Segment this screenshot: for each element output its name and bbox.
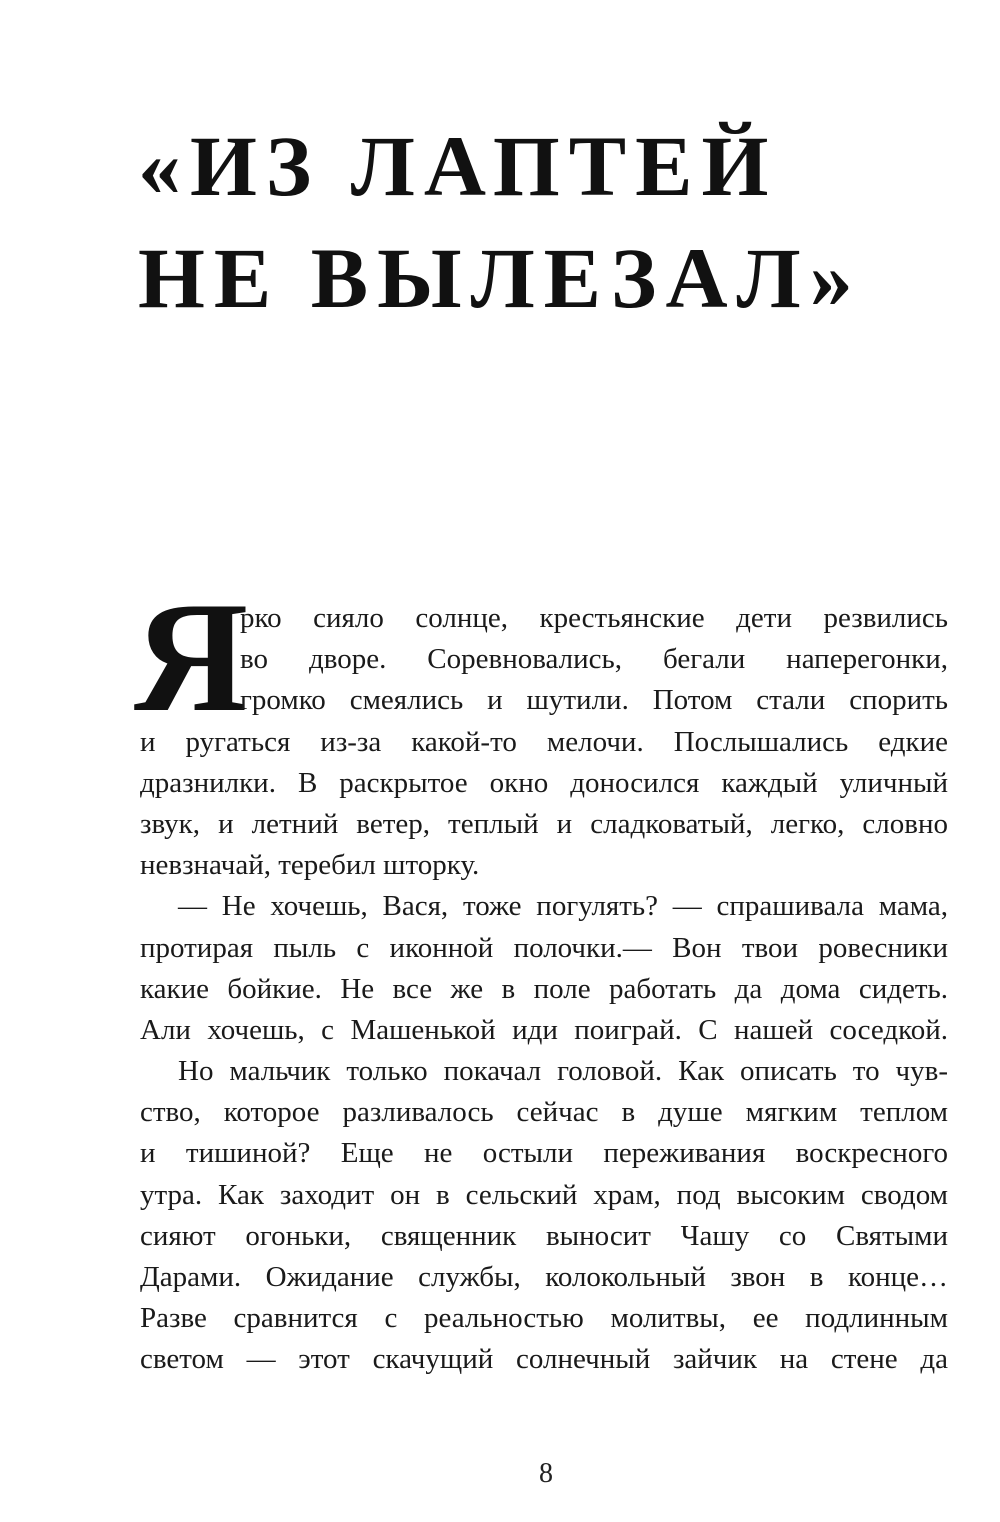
text-line: Разве сравнится с реальностью молитвы, ее подлинным	[140, 1302, 948, 1335]
text-line: ство, которое разливалось сейчас в душе мягким теплом	[140, 1096, 948, 1129]
page-number: 8	[539, 1458, 553, 1489]
text-line: светом — этот скачущий солнечный зайчик на стене да	[140, 1343, 948, 1376]
text-line: утра. Как заходит он в сельский храм, под высоким сводом	[140, 1178, 948, 1211]
text-line: невзначай, теребил шторку.	[140, 849, 480, 882]
text-line: и тишиной? Еще не остыли переживания воскресного	[140, 1137, 948, 1170]
text-line: какие бойкие. Не все же в поле работать да дома сидеть.	[140, 972, 948, 1005]
text-line: — Не хочешь, Вася, тоже погулять? — спрашивала мама,	[178, 890, 948, 923]
text-line: рко сияло солнце, крестьянские дети резвились	[240, 602, 948, 634]
body-text	[140, 598, 948, 1381]
text-line: звук, и летний ветер, теплый и сладковатый, легко, словно	[140, 807, 948, 840]
chapter-title-line-2: НЕ ВЫЛЕЗАЛ»	[138, 230, 862, 326]
text-line: и ругаться из-за какой-то мелочи. Послышались едкие	[140, 725, 948, 758]
drop-cap-letter: Я	[134, 570, 249, 745]
text-line: сияют огоньки, священник выносит Чашу со Святыми	[140, 1219, 948, 1252]
text-line: Но мальчик только покачал головой. Как описать то чув-	[178, 1055, 948, 1088]
text-line: Дарами. Ожидание службы, колокольный звон в конце…	[140, 1261, 948, 1293]
text-line: громко смеялись и шутили. Потом стали спорить	[240, 684, 948, 717]
text-line: дразнилки. В раскрытое окно доносился каждый уличный	[140, 766, 948, 799]
chapter-title	[138, 110, 862, 334]
text-line: протирая пыль с иконной полочки.— Вон твои ровесники	[140, 931, 948, 964]
text-line: Али хочешь, с Машенькой иди поиграй. С нашей соседкой.	[140, 1013, 948, 1046]
text-line: во дворе. Соревновались, бегали наперегонки,	[240, 643, 948, 676]
chapter-title-line-1: «ИЗ ЛАПТЕЙ	[138, 118, 778, 214]
